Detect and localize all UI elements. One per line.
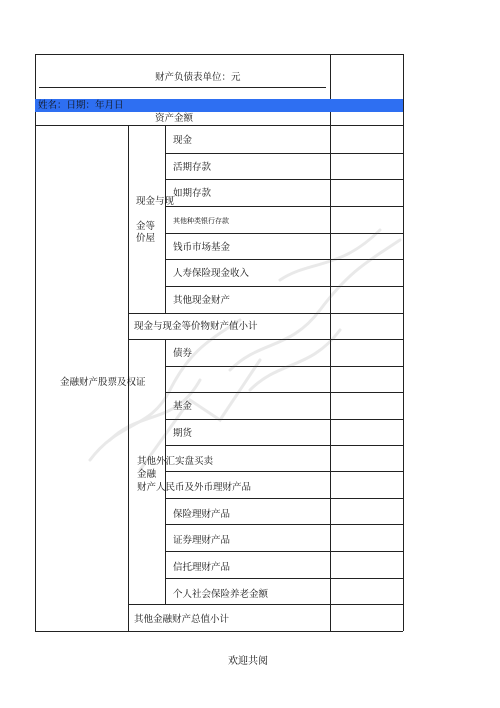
cash-group-label-1: 现金与现	[136, 196, 175, 207]
row-line	[165, 153, 403, 154]
row-line	[165, 578, 403, 579]
item-pension: 个人社会保险养老金额	[173, 589, 269, 600]
row-line	[165, 259, 403, 260]
title-underline	[39, 87, 326, 88]
top-border	[35, 54, 403, 55]
row-line	[165, 551, 403, 552]
row-line	[128, 604, 403, 605]
financial-assets-label: 金融财产股票及权证	[60, 377, 146, 388]
asset-amount-header: 资产金额	[155, 113, 194, 124]
item-time-deposit: 如期存款	[173, 188, 212, 199]
item-insurance-products: 保险理财产品	[173, 509, 231, 520]
other-financial-total: 其他金融财产总值小计	[134, 614, 230, 625]
footer-text: 欢迎共阅	[228, 656, 268, 667]
amount-column-divider	[330, 112, 331, 631]
row-line	[165, 179, 403, 180]
item-life-insurance-cash: 人寿保险现金收入	[173, 268, 250, 279]
item-bonds: 债券	[173, 348, 193, 359]
left-border	[35, 54, 36, 631]
row-line	[165, 392, 403, 393]
row-line	[165, 471, 403, 472]
row-line	[165, 366, 403, 367]
cash-group-label-2: 金等	[136, 221, 156, 232]
row-line	[128, 313, 403, 314]
bottom-border	[35, 631, 403, 632]
item-trust-products: 信托理财产品	[173, 562, 231, 573]
row-line	[165, 419, 403, 420]
item-financial-label: 金融	[137, 469, 157, 480]
row-line	[165, 445, 403, 446]
item-other-cash-assets: 其他现金财产	[173, 295, 231, 306]
name-date-label: 姓名：日期：年月日	[38, 100, 124, 111]
row-line	[165, 524, 403, 525]
row-line	[165, 206, 403, 207]
row-line	[35, 125, 403, 126]
row-line	[165, 286, 403, 287]
row-line	[165, 233, 403, 234]
item-cash: 现金	[173, 135, 193, 146]
item-fund: 基金	[173, 401, 193, 412]
balance-sheet-title: 财产负债表单位：元	[155, 72, 241, 83]
item-futures: 期货	[173, 428, 193, 439]
cash-group-label-3: 价屋	[136, 233, 156, 244]
item-securities-products: 证券理财产品	[173, 535, 231, 546]
item-other-bank-deposit: 其他种类银行存款	[173, 217, 229, 225]
item-wealth-products: 财产人民币及外币理财产品	[137, 482, 252, 493]
title-amount-divider	[330, 54, 331, 99]
cash-subtotal: 现金与现金等价物财产值小计	[134, 321, 258, 332]
item-money-market-fund: 钱币市场基金	[173, 242, 231, 253]
item-demand-deposit: 活期存款	[173, 162, 212, 173]
row-line	[165, 498, 403, 499]
right-border	[403, 54, 404, 631]
item-fx-trading: 其他外汇实盘买卖	[137, 456, 214, 467]
row-line	[128, 339, 403, 340]
